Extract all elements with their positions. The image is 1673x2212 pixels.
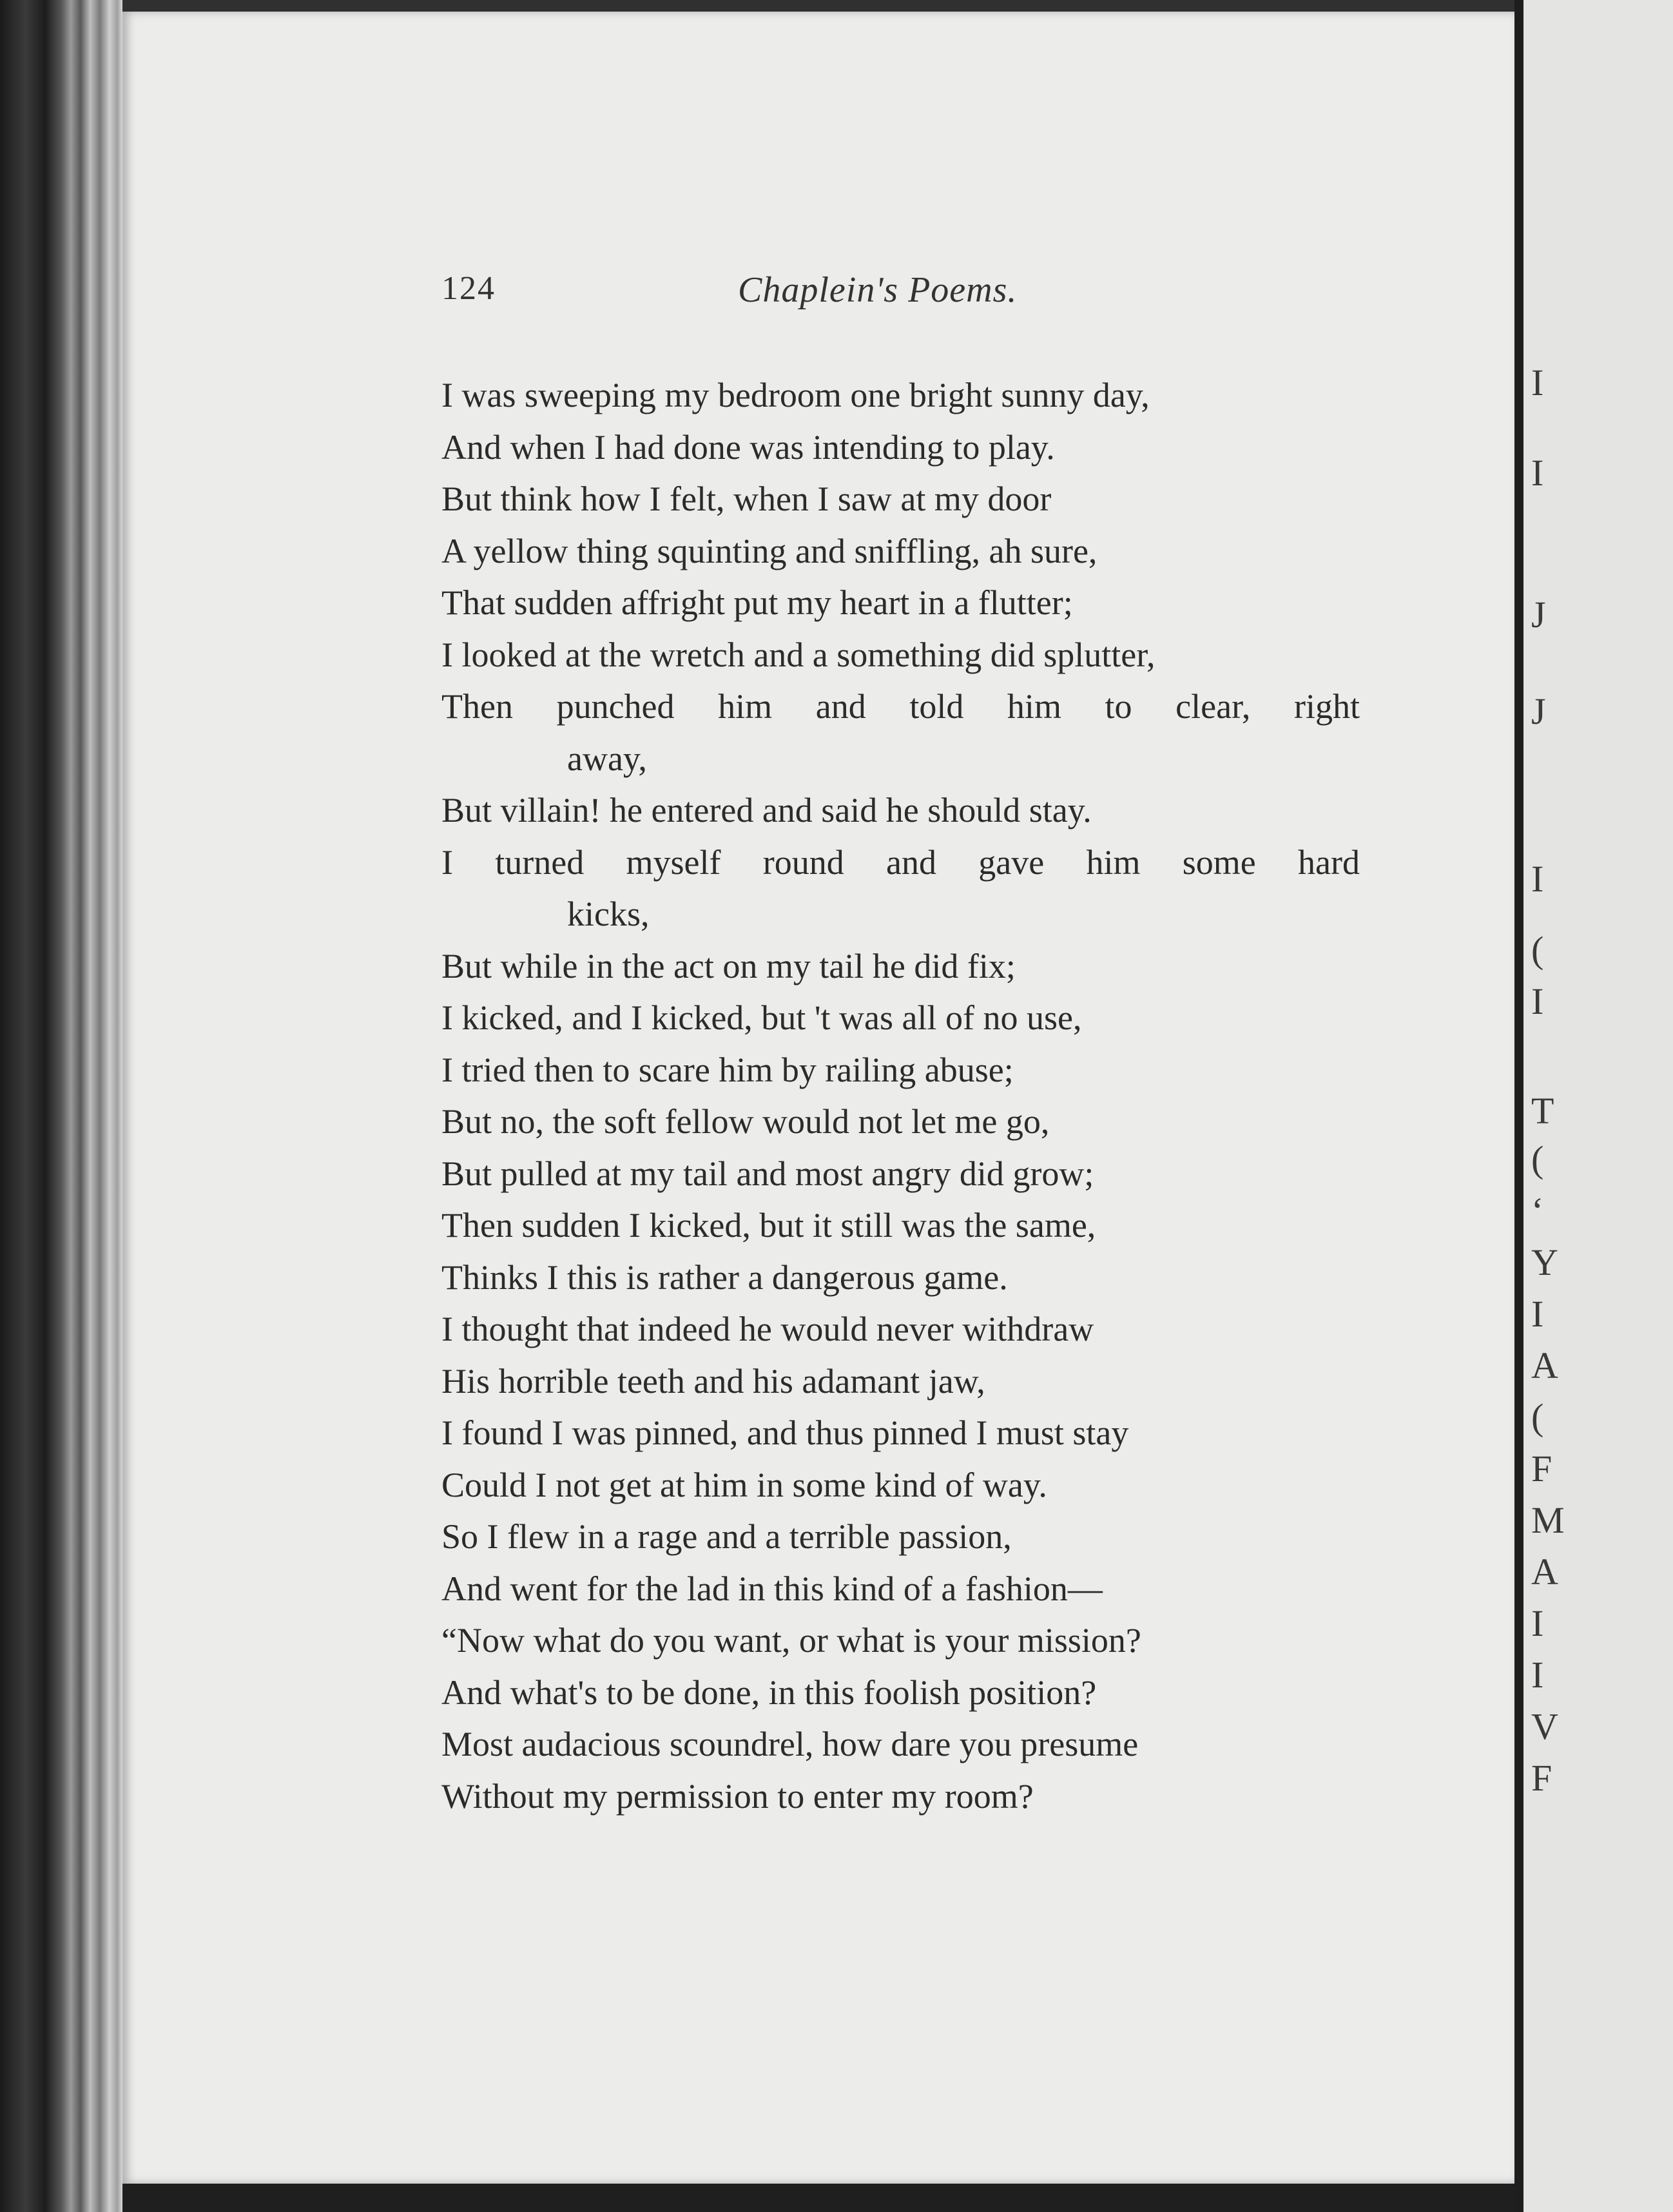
page-header [122, 269, 1514, 321]
facing-char: I [1531, 1293, 1544, 1335]
poem-body [441, 369, 1382, 1822]
poem-line: But think how I felt, when I saw at my door [441, 480, 1052, 518]
poem-line: Then punched him and told him to clear, right [441, 687, 1360, 726]
poem-line: And went for the lad in this kind of a fashion— [441, 1569, 1103, 1608]
poem-line: I thought that indeed he would never withdraw [441, 1310, 1094, 1348]
facing-char: J [1531, 690, 1546, 732]
poem-line: But villain! he entered and said he should stay. [441, 791, 1092, 830]
poem-line: I tried then to scare him by railing abuse; [441, 1050, 1014, 1089]
poem-line: I turned myself round and gave him some hard [441, 842, 1360, 882]
book-page [122, 12, 1514, 2184]
poem-line: But no, the soft fellow would not let me go, [441, 1102, 1050, 1141]
poem-line: I looked at the wretch and a something did splutter, [441, 635, 1156, 674]
facing-char: ( [1531, 929, 1544, 971]
facing-char: I [1531, 1602, 1544, 1644]
poem-line-continuation: away, [567, 739, 647, 778]
facing-char: ‘ [1531, 1190, 1544, 1232]
facing-char: I [1531, 452, 1544, 494]
poem-line: A yellow thing squinting and sniffling, ah sure, [441, 531, 1098, 570]
facing-char: F [1531, 1448, 1552, 1489]
facing-char: ( [1531, 1396, 1544, 1438]
facing-char: I [1531, 980, 1544, 1022]
poem-line: But pulled at my tail and most angry did grow; [441, 1154, 1094, 1193]
poem-line-continuation: kicks, [567, 895, 650, 933]
book-spine-edge [0, 0, 122, 2212]
poem-line: “Now what do you want, or what is your mission? [441, 1621, 1141, 1660]
poem-line: I found I was pinned, and thus pinned I must stay [441, 1413, 1129, 1452]
poem-line: And what's to be done, in this foolish position? [441, 1673, 1097, 1712]
poem-line: Most audacious scoundrel, how dare you presume [441, 1725, 1139, 1763]
poem-line: But while in the act on my tail he did fix; [441, 946, 1016, 985]
poem-line: I was sweeping my bedroom one bright sunny day, [441, 376, 1150, 414]
poem-line: So I flew in a rage and a terrible passion, [441, 1517, 1012, 1556]
poem-line: Thinks I this is rather a dangerous game. [441, 1257, 1008, 1297]
facing-char: J [1531, 594, 1546, 635]
page-gutter [1514, 0, 1523, 2212]
facing-char: A [1531, 1344, 1558, 1386]
facing-char: Y [1531, 1241, 1558, 1283]
scan-top-edge [0, 0, 1673, 12]
facing-char: A [1531, 1551, 1558, 1593]
poem-line: And when I had done was intending to play. [441, 427, 1055, 467]
facing-char: I [1531, 362, 1544, 403]
facing-char: V [1531, 1705, 1558, 1747]
scan-bottom-edge [122, 2184, 1514, 2212]
facing-char: I [1531, 858, 1544, 900]
facing-char: M [1531, 1499, 1565, 1541]
poem-line: His horrible teeth and his adamant jaw, [441, 1361, 985, 1401]
poem-line: That sudden affright put my heart in a flutter; [441, 583, 1073, 622]
poem-line: Without my permission to enter my room? [441, 1776, 1034, 1816]
poem-line: I kicked, and I kicked, but 't was all of no use, [441, 998, 1082, 1037]
facing-char: I [1531, 1654, 1544, 1696]
facing-char: T [1531, 1090, 1554, 1132]
running-title: Chaplein's Poems. [738, 270, 1018, 310]
poem-line: Then sudden I kicked, but it still was the same, [441, 1206, 1096, 1245]
page-number: 124 [441, 270, 496, 307]
poem-line: Could I not get at him in some kind of way. [441, 1465, 1047, 1504]
facing-char: F [1531, 1757, 1552, 1799]
facing-char: ( [1531, 1138, 1544, 1180]
